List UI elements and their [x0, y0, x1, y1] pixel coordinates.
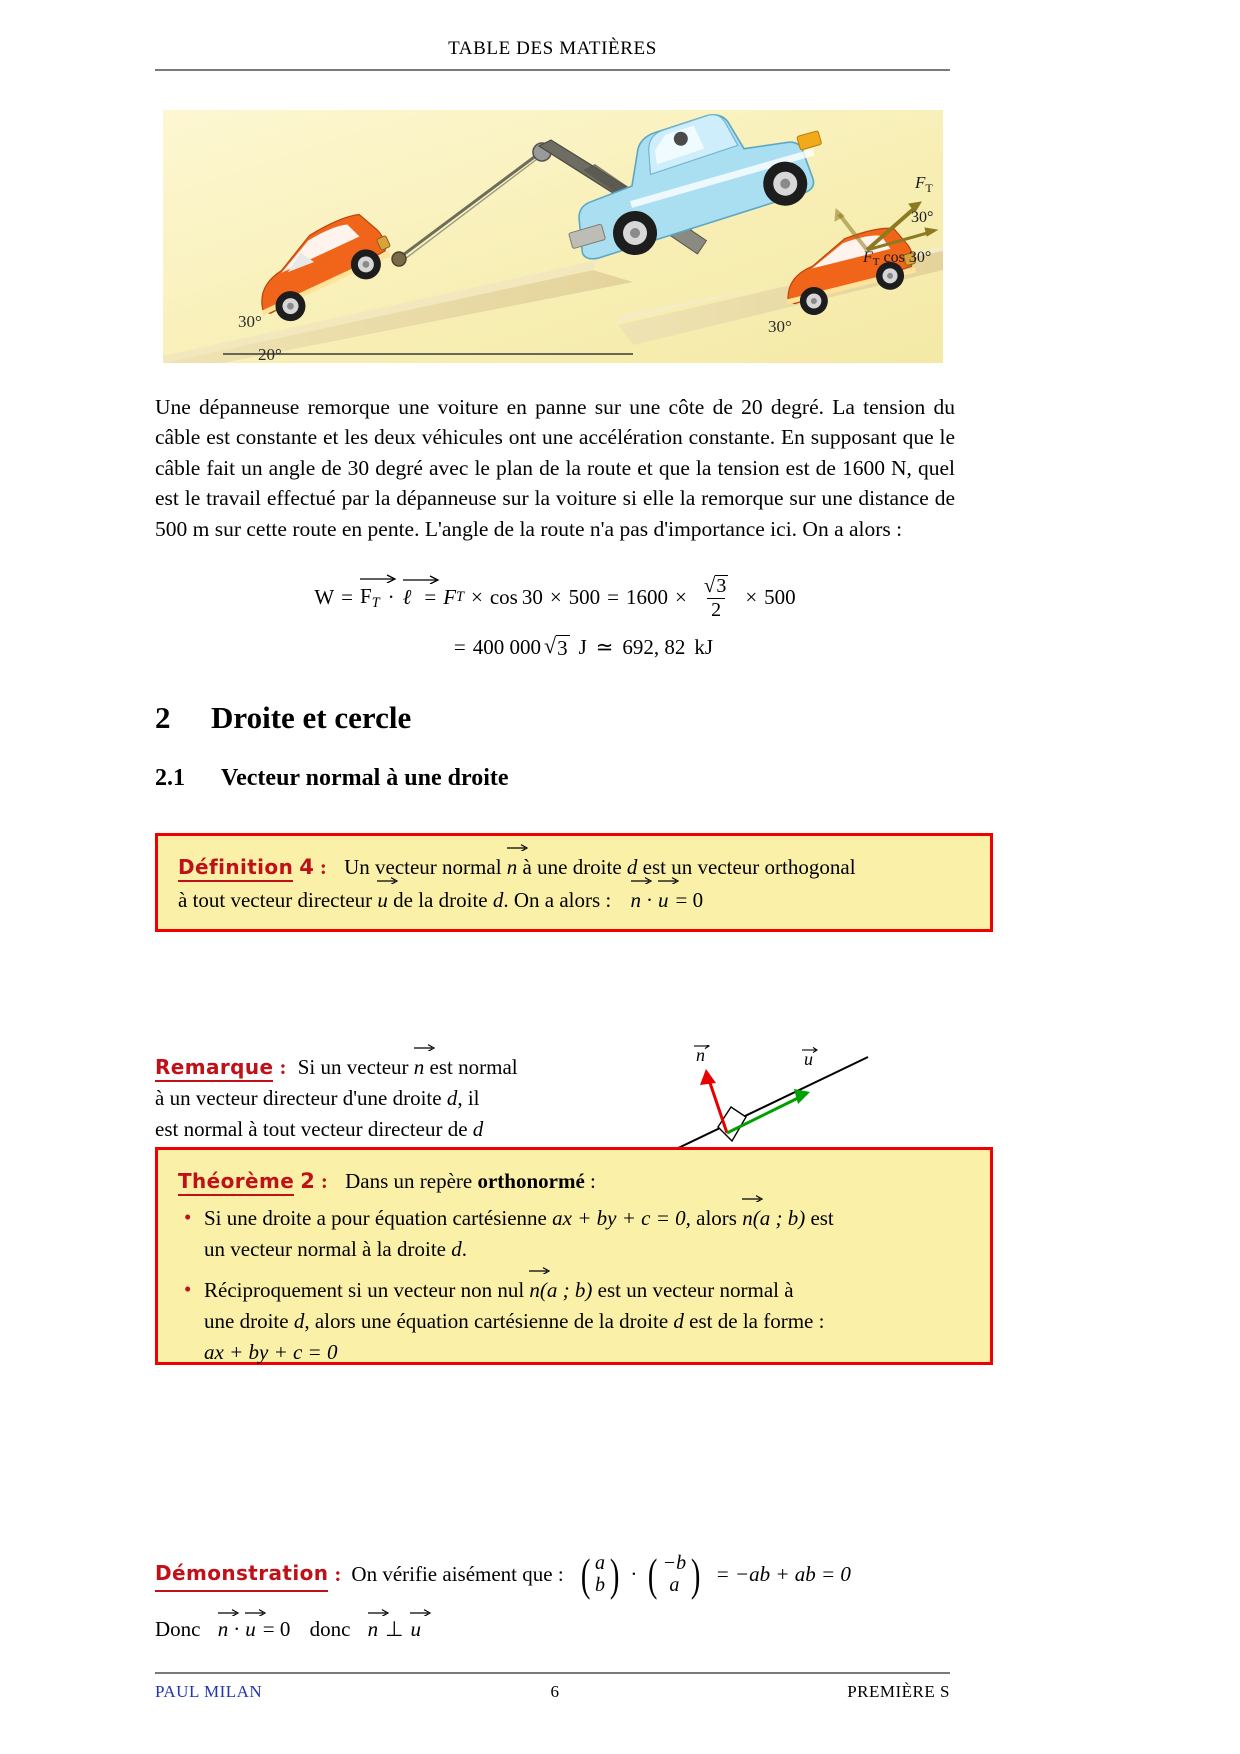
header-title: TABLE DES MATIÈRES — [448, 38, 657, 59]
remark-vector-n — [414, 1052, 425, 1083]
remark-line-3 — [155, 1114, 555, 1145]
bullet2-line-3: ax + by + c = 0 — [204, 1340, 338, 1364]
definition-keyword: Définition — [178, 855, 293, 882]
eq-cos: cos — [489, 585, 518, 610]
definition-formula-eq: = 0 — [675, 888, 704, 912]
figure-label-angle-road: 20° — [258, 345, 282, 363]
vector-arrow-icon — [413, 1043, 437, 1051]
demonstration-result: = −ab + ab = 0 — [715, 1562, 851, 1587]
vector-arrow-icon — [244, 1608, 268, 1616]
running-header — [155, 38, 950, 60]
donc-vector-u — [245, 1617, 256, 1642]
eq-distance: 500 — [568, 585, 601, 610]
minifig-label-u — [802, 1047, 817, 1069]
eq-fraction-numerator — [700, 575, 732, 598]
definition-text-a: Un vecteur normal — [344, 855, 507, 879]
donc-text-a: Donc — [155, 1617, 201, 1641]
eq2-unit: J — [578, 635, 587, 660]
donc-u-letter: u — [245, 1617, 256, 1641]
eq-dot-1: · — [387, 585, 395, 610]
matrix-1 — [578, 1548, 623, 1600]
page-footer — [155, 1682, 950, 1702]
donc-eq: = 0 — [262, 1617, 291, 1641]
eq2-equals: = — [453, 635, 466, 660]
vector-n-arrow — [708, 1077, 727, 1133]
eq2-sqrt-icon — [544, 632, 570, 661]
vector-u-head — [794, 1089, 810, 1104]
donc-dot: · — [233, 1617, 241, 1641]
definition-formula-dot: · — [646, 888, 654, 912]
eq-FT2-letter: F — [443, 585, 457, 610]
definition-line2-b: de la droite — [387, 888, 493, 912]
donc-n2-letter: n — [367, 1617, 379, 1641]
eq-FT-letter: F — [360, 583, 372, 608]
sqrt-icon — [704, 575, 728, 597]
definition-colon: : — [319, 855, 327, 879]
remark-line-1 — [155, 1052, 555, 1083]
theorem-intro-line — [178, 1166, 970, 1197]
bullet1-n-letter: n — [742, 1206, 753, 1230]
vector-arrow-icon — [528, 1266, 552, 1274]
figure-label-force: $F_T$ — [915, 173, 933, 195]
remark-line-2 — [155, 1083, 555, 1114]
remark-keyword: Remarque — [155, 1055, 273, 1082]
definition-line-1 — [178, 852, 970, 883]
section-title: Droite et cercle — [211, 700, 412, 735]
eq2-approx-unit: kJ — [694, 635, 714, 660]
remark-line2-d: d — [446, 1086, 458, 1110]
remark-block — [155, 1052, 555, 1145]
vector-arrow-icon — [359, 573, 399, 583]
theorem-intro-a: Dans un repère — [345, 1169, 478, 1193]
bullet2-line2-text: une droite — [204, 1309, 294, 1333]
demonstration-dot: · — [630, 1562, 638, 1587]
demonstration-colon: : — [334, 1562, 342, 1587]
footer-class: PREMIÈRE S — [847, 1682, 950, 1701]
radical-sign: √ — [544, 632, 557, 658]
demonstration-conclusion — [155, 1617, 421, 1642]
footer-page-number: 6 — [550, 1682, 559, 1701]
bullet1-vector-n — [742, 1203, 753, 1234]
bullet2-line2-b: , alors une équation cartésienne de la droite — [304, 1309, 674, 1333]
bullet1-args: (a ; b) — [752, 1206, 806, 1230]
theorem-keyword: Théorème — [178, 1169, 294, 1196]
eq-vector-FT — [360, 584, 380, 612]
matrix-2-top: −b — [662, 1552, 687, 1574]
subsection-title: Vecteur normal à une droite — [221, 765, 509, 791]
bullet2-line2-c: est de la forme : — [683, 1309, 825, 1333]
matrix-2-column — [661, 1552, 689, 1597]
paren-open-1: ( — [580, 1548, 591, 1600]
radical-sign: √ — [703, 573, 716, 597]
definition-d-letter: d — [626, 855, 638, 879]
bullet1-text-b: alors — [690, 1206, 743, 1230]
eq-vector-ell — [403, 585, 418, 610]
vector-arrow-icon — [367, 1608, 391, 1616]
tow-truck-illustration — [163, 110, 943, 363]
remark-line2-b: , il — [457, 1086, 480, 1110]
display-equation — [155, 575, 955, 661]
svg-text:n: n — [696, 1045, 705, 1065]
theorem-intro-b: : — [584, 1169, 596, 1193]
demonstration-row — [155, 1548, 955, 1600]
section-number: 2 — [155, 700, 171, 735]
figure-label-angle-car-left: 30° — [238, 312, 262, 331]
subsection-heading — [155, 765, 509, 792]
matrix-1-bottom: b — [595, 1574, 605, 1597]
vector-arrow-icon — [409, 1608, 433, 1616]
bullet2-line-2 — [204, 1306, 970, 1337]
footer-rule — [155, 1672, 950, 1674]
vector-arrow-icon — [630, 876, 654, 884]
vector-arrow-icon — [376, 876, 400, 884]
eq-FT2-subscript: T — [456, 589, 464, 606]
definition-text-b: à une droite — [517, 855, 627, 879]
definition-n-letter: n — [506, 855, 518, 879]
bullet1-text-c: est — [805, 1206, 834, 1230]
bullet1-text-a: Si une droite a pour équation cartésienne — [204, 1206, 553, 1230]
eq2-approx-sign: ≃ — [595, 635, 614, 660]
definition-content — [158, 836, 990, 930]
minifig-label-n — [694, 1045, 709, 1065]
bullet1-equation: ax + by + c = 0, — [552, 1206, 691, 1230]
definition-box — [155, 833, 993, 932]
bullet1-line-2 — [204, 1234, 970, 1265]
eq-equals-1: = — [341, 585, 353, 610]
definition-text-c: est un vecteur orthogonal — [637, 855, 856, 879]
eq-times-4: × — [745, 585, 758, 610]
bullet1-line2-end: . — [461, 1237, 467, 1261]
definition-formula-u — [658, 885, 669, 916]
equation-line-2 — [155, 632, 955, 661]
definition-line-2 — [178, 885, 970, 916]
eq-times-2: × — [549, 585, 562, 610]
definition-formula-n-letter: n — [630, 888, 642, 912]
donc-vector-n2 — [368, 1617, 379, 1642]
matrix-1-top: a — [595, 1552, 605, 1574]
eq-fraction-denominator: 2 — [707, 598, 725, 621]
eq-radicand: 3 — [716, 575, 727, 597]
paren-close-1: ) — [609, 1548, 620, 1600]
eq-equals-3: = — [607, 585, 620, 610]
eq-tension: 1600 — [626, 585, 669, 610]
eq-angle: 30 — [521, 585, 543, 610]
definition-line2-d: d — [492, 888, 504, 912]
definition-line2-a: à tout vecteur directeur — [178, 888, 378, 912]
theorem-content — [158, 1150, 990, 1392]
theorem-bullet-1 — [204, 1203, 970, 1265]
bullet1-line2-d: d — [451, 1237, 462, 1261]
remark-line3-a: est normal à tout vecteur directeur de — [155, 1117, 473, 1141]
matrix-1-column — [593, 1552, 607, 1597]
vector-arrow-icon — [657, 876, 681, 884]
figure-label-angle-cable: 30° — [911, 209, 934, 226]
svg-text:u: u — [804, 1049, 813, 1069]
equation-line-1 — [155, 575, 955, 621]
definition-u-letter: u — [377, 888, 388, 912]
eq2-value: 400 000 — [472, 635, 541, 660]
eq-FT-subscript: T — [371, 594, 380, 611]
bullet2-line2-d: d — [293, 1309, 305, 1333]
footer-author: PAUL MILAN — [155, 1682, 263, 1701]
demonstration-keyword: Démonstration — [155, 1557, 328, 1592]
eq-ell-letter: ℓ — [402, 585, 412, 610]
section-heading — [155, 700, 411, 736]
vector-arrow-icon — [217, 1608, 241, 1616]
vector-n-head — [700, 1069, 716, 1085]
definition-formula-u-letter: u — [658, 888, 669, 912]
bullet2-text-b: est un vecteur normal à — [592, 1278, 794, 1302]
definition-number: 4 — [299, 855, 314, 879]
remark-colon: : — [279, 1055, 287, 1079]
bullet2-vector-n — [529, 1275, 540, 1306]
donc-u2-letter: u — [410, 1617, 421, 1641]
donc-vector-n — [218, 1617, 229, 1642]
tow-truck-figure — [163, 110, 943, 363]
definition-formula-n — [631, 885, 642, 916]
definition-line2-c: . On a alors : — [503, 888, 612, 912]
donc-n-letter: n — [217, 1617, 229, 1641]
theorem-intro-bold: orthonormé — [477, 1169, 585, 1193]
remark-text-a: Si un vecteur — [297, 1055, 414, 1079]
theorem-bullet-2 — [204, 1275, 970, 1368]
remark-line3-d: d — [472, 1117, 484, 1141]
matrix-2-bottom: a — [669, 1574, 680, 1597]
figure-label-angle-car-right: 30° — [768, 317, 792, 336]
definition-vector-n — [507, 852, 518, 883]
demonstration-block — [155, 1548, 955, 1600]
theorem-number: 2 — [300, 1169, 315, 1193]
paren-close-2: ) — [691, 1548, 701, 1600]
donc-perp-symbol: ⊥ — [385, 1617, 404, 1641]
definition-vector-u — [377, 885, 388, 916]
figure-label-force-cos: FT cos 30° — [863, 249, 932, 268]
vector-arrow-icon — [402, 574, 442, 584]
eq-times-3: × — [675, 585, 687, 610]
theorem-colon: : — [320, 1169, 328, 1193]
eq-fraction-sqrt3-over-2 — [700, 575, 732, 621]
vector-arrow-icon — [741, 1194, 765, 1202]
donc-text-b: donc — [309, 1617, 351, 1641]
paren-open-2: ( — [648, 1548, 658, 1600]
header-rule — [155, 69, 950, 71]
bullet1-line2-text: un vecteur normal à la droite — [204, 1237, 452, 1261]
eq-distance-2: 500 — [764, 585, 796, 610]
donc-vector-u2 — [410, 1617, 421, 1642]
eq-times-1: × — [470, 585, 483, 610]
remark-n-letter: n — [413, 1055, 425, 1079]
remark-text-b: est normal — [424, 1055, 518, 1079]
eq-W: W — [314, 585, 335, 610]
vector-arrow-icon — [506, 843, 530, 851]
subsection-number: 2.1 — [155, 765, 185, 791]
right-angle-marker — [718, 1107, 746, 1141]
demonstration-text: On vérifie aisément que : — [351, 1562, 564, 1587]
matrix-2 — [645, 1548, 703, 1600]
bullet2-args: (a ; b) — [539, 1278, 593, 1302]
eq2-approx-value: 692, 82 — [622, 635, 686, 660]
bullet2-n-letter: n — [529, 1278, 540, 1302]
remark-line2-a: à un vecteur directeur d'une droite — [155, 1086, 447, 1110]
bullet2-line2-d2: d — [673, 1309, 684, 1333]
theorem-bullet-list — [178, 1203, 970, 1368]
problem-paragraph: Une dépanneuse remorque une voiture en panne sur une côte de 20 degré. La tension du câble est constante et les deux véhicules ont une accélération constante. En supposant que le câble fait un angle de 30 degré avec le plan de la route et que la tension est de 1600 N, quel est le travail effectué par la dépanneuse sur la voiture si elle la remorque sur une distance de 500 m sur cette route en pente. L'angle de la route n'a pas d'importance ici. On a alors : — [155, 395, 955, 541]
eq2-radicand: 3 — [557, 635, 568, 660]
eq-equals-2: = — [424, 585, 437, 610]
bullet2-text-a: Réciproquement si un vecteur non nul — [204, 1278, 530, 1302]
theorem-box — [155, 1147, 993, 1365]
